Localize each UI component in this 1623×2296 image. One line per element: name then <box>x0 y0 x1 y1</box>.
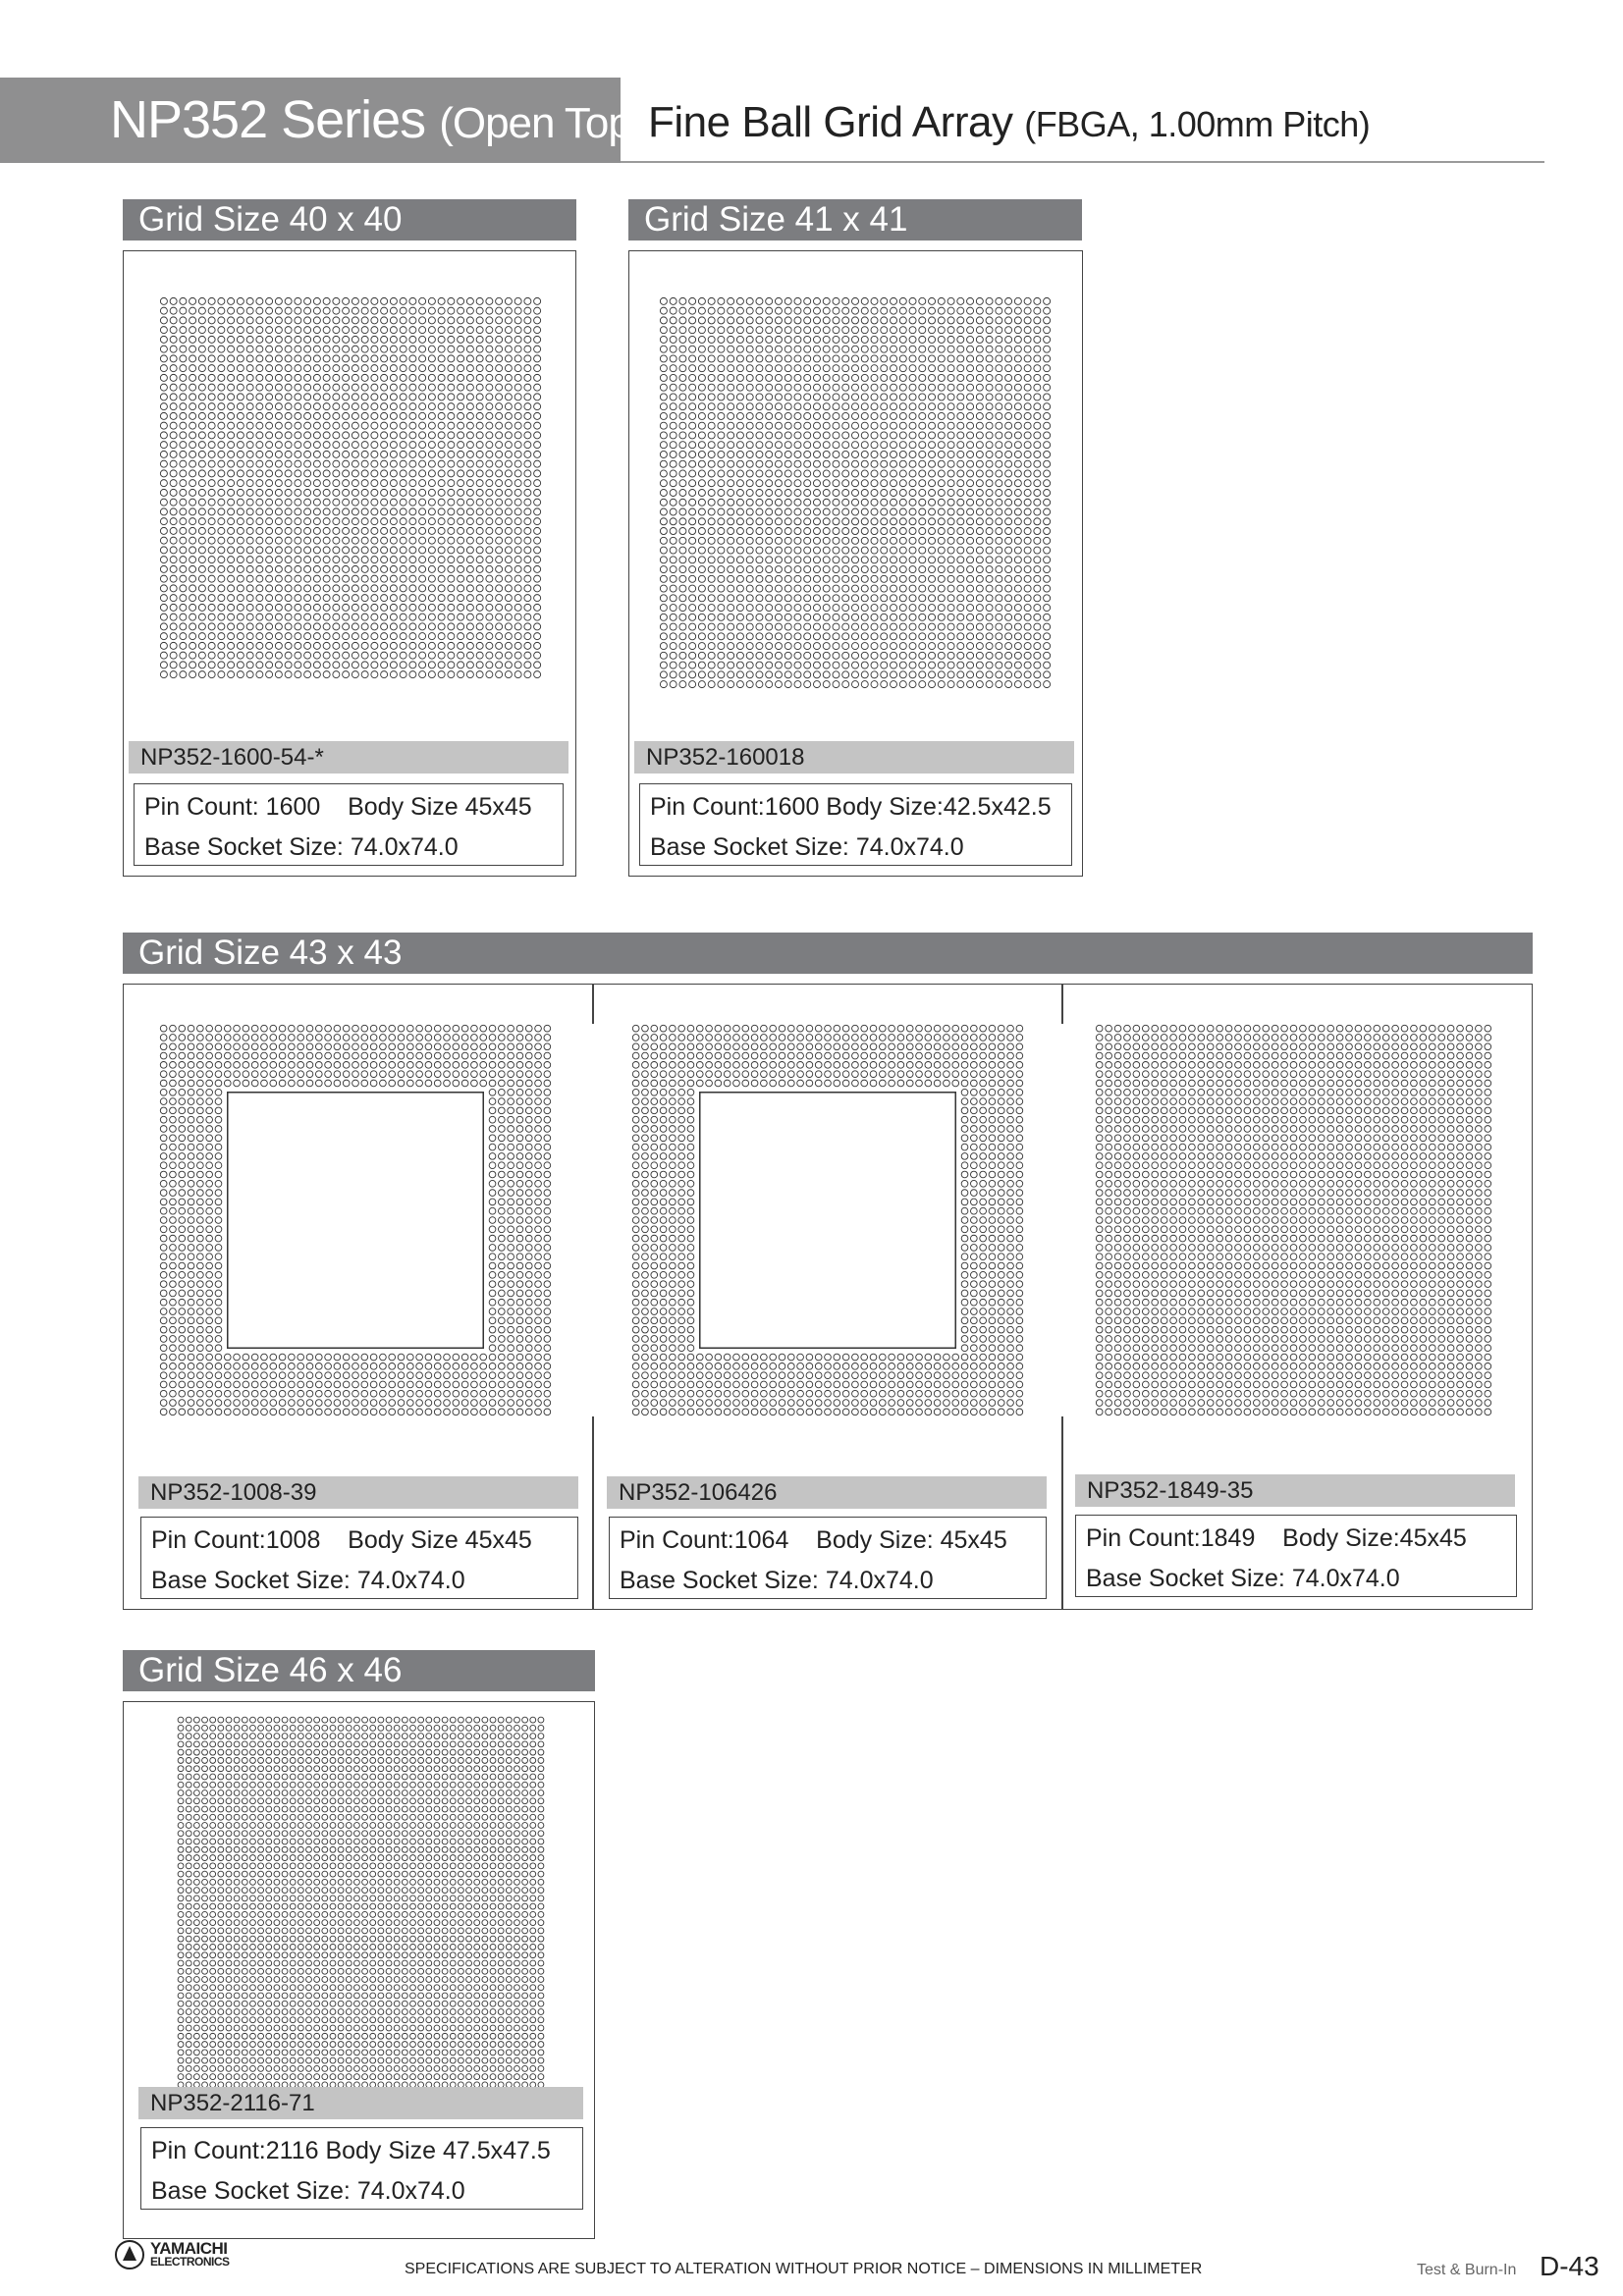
logo-brand: YAMAICHI <box>150 2239 228 2258</box>
spec-line-1 <box>151 1526 532 1555</box>
ball-grid-diagram <box>631 1024 1024 1416</box>
section-heading-grid-43: Grid Size 43 x 43 <box>123 933 1533 974</box>
part-number: NP352-1600-54-* <box>129 741 568 774</box>
column-divider <box>1061 985 1063 1024</box>
solder-balls <box>632 1025 1022 1415</box>
spec-box <box>134 783 564 866</box>
spec-box <box>140 1517 578 1599</box>
base-socket-size: Base Socket Size: 74.0x74.0 <box>144 833 459 861</box>
section-heading-grid-46: Grid Size 46 x 46 <box>123 1650 595 1691</box>
part-number: NP352-106426 <box>607 1476 1047 1509</box>
part-number: NP352-1849-35 <box>1075 1474 1515 1507</box>
ball-grid-diagram <box>159 1024 552 1416</box>
body-size: Body Size:45x45 <box>1282 1524 1467 1552</box>
ball-grid-diagram <box>1095 1024 1492 1416</box>
spec-box <box>639 783 1072 866</box>
pin-count-and-body-size: Pin Count:1600 Body Size:42.5x42.5 <box>650 793 1052 821</box>
page-number: D-43 <box>1540 2251 1599 2281</box>
base-socket-size: Base Socket Size: 74.0x74.0 <box>1086 1565 1400 1592</box>
pin-count: Pin Count:1064 <box>620 1526 789 1554</box>
series-name: NP352 Series <box>110 90 426 149</box>
column-divider <box>592 1416 594 1609</box>
body-size: Body Size 45x45 <box>348 1526 532 1554</box>
page-title-main: Fine Ball Grid Array <box>648 98 1013 146</box>
pin-count: Pin Count: 1600 <box>144 793 321 821</box>
header-rule <box>621 161 1544 163</box>
part-number: NP352-160018 <box>634 741 1074 774</box>
base-socket-size: Base Socket Size: 74.0x74.0 <box>151 2177 465 2205</box>
footer-notice: SPECIFICATIONS ARE SUBJECT TO ALTERATION WITHOUT PRIOR NOTICE – DIMENSIONS IN MILLIMETER <box>405 2261 1203 2277</box>
grid-43-panel <box>123 984 1533 1610</box>
pin-count: Pin Count:1849 <box>1086 1524 1256 1552</box>
base-socket-size: Base Socket Size: 74.0x74.0 <box>650 833 964 861</box>
part-number: NP352-1008-39 <box>138 1476 578 1509</box>
body-size: Body Size 45x45 <box>348 793 532 821</box>
body-size: Body Size: 45x45 <box>816 1526 1007 1554</box>
product-card-np352-1600-54 <box>123 250 576 877</box>
pin-count-and-body-size: Pin Count:2116 Body Size 47.5x47.5 <box>151 2137 551 2164</box>
logo-mark-icon <box>115 2240 144 2269</box>
center-opening <box>700 1093 955 1348</box>
section-heading-grid-40: Grid Size 40 x 40 <box>123 199 576 240</box>
solder-balls <box>160 297 540 677</box>
yamaichi-logo <box>115 2238 282 2273</box>
solder-balls <box>660 297 1050 687</box>
product-card-np352-160018 <box>628 250 1083 877</box>
solder-balls <box>178 1717 544 2088</box>
spec-line-1 <box>1086 1524 1467 1553</box>
ball-grid-diagram <box>177 1716 545 2089</box>
ball-grid-diagram <box>159 296 542 679</box>
spec-box <box>140 2127 583 2210</box>
part-number: NP352-2116-71 <box>138 2087 583 2119</box>
center-opening <box>228 1093 483 1348</box>
ball-grid-diagram <box>659 296 1052 689</box>
pin-count: Pin Count:1008 <box>151 1526 321 1554</box>
page-title-note: (FBGA, 1.00mm Pitch) <box>1024 104 1371 144</box>
series-note: (Open Top) <box>439 99 645 147</box>
solder-balls <box>1096 1025 1490 1415</box>
footer-section-name: Test & Burn-In <box>1417 2262 1517 2278</box>
column-divider <box>1061 1416 1063 1609</box>
column-divider <box>592 985 594 1024</box>
spec-line-1 <box>620 1526 1007 1555</box>
series-title <box>110 89 645 150</box>
page-title <box>648 98 1370 147</box>
spec-box <box>609 1517 1047 1599</box>
product-card-np352-2116-71 <box>123 1701 595 2239</box>
spec-box <box>1075 1515 1517 1597</box>
series-banner <box>0 78 645 163</box>
spec-line-1 <box>144 793 532 822</box>
section-heading-grid-41: Grid Size 41 x 41 <box>628 199 1082 240</box>
base-socket-size: Base Socket Size: 74.0x74.0 <box>151 1567 465 1594</box>
logo-brand-sub: ELECTRONICS <box>150 2255 230 2269</box>
base-socket-size: Base Socket Size: 74.0x74.0 <box>620 1567 934 1594</box>
solder-balls <box>160 1025 550 1415</box>
